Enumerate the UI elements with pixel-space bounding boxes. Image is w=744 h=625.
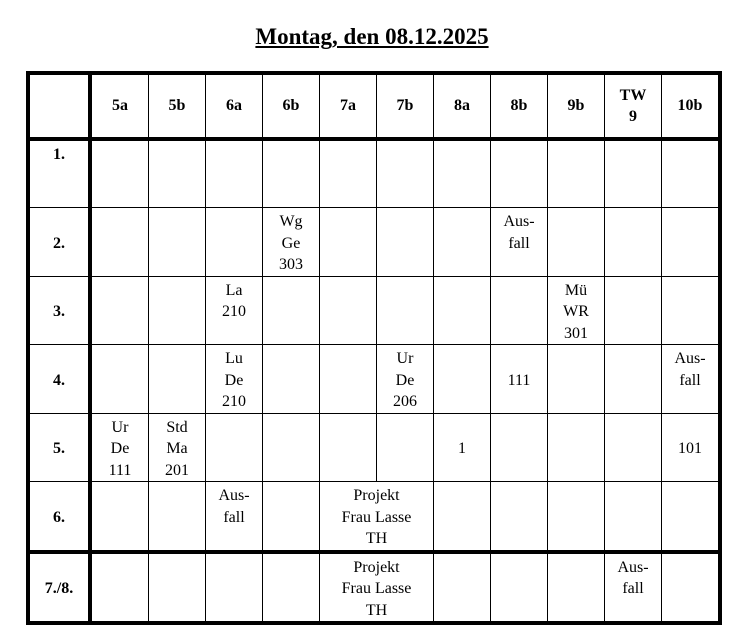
schedule-cell: Mü WR 301 — [548, 276, 605, 345]
schedule-cell — [90, 552, 149, 624]
schedule-cell — [263, 345, 320, 414]
period-row — [28, 482, 720, 552]
schedule-cell — [320, 345, 377, 414]
schedule-cell — [90, 482, 149, 552]
class-header: 6a — [206, 73, 263, 139]
schedule-cell: 1 — [434, 413, 491, 482]
schedule-cell: Lu De 210 — [206, 345, 263, 414]
period-label: 1. — [28, 139, 90, 208]
schedule-cell — [548, 139, 605, 208]
schedule-cell — [206, 413, 263, 482]
schedule-cell — [320, 413, 377, 482]
schedule-cell — [548, 552, 605, 624]
period-label: 4. — [28, 345, 90, 414]
class-header: 9b — [548, 73, 605, 139]
schedule-cell — [149, 345, 206, 414]
schedule-cell — [263, 552, 320, 624]
schedule-cell — [206, 208, 263, 277]
schedule-cell: Ur De 111 — [90, 413, 149, 482]
class-header: 7b — [377, 73, 434, 139]
schedule-cell — [263, 413, 320, 482]
schedule-cell — [263, 139, 320, 208]
schedule-cell — [149, 208, 206, 277]
schedule-cell — [662, 139, 721, 208]
class-header: 5a — [90, 73, 149, 139]
substitution-plan-table — [26, 71, 722, 625]
corner-cell — [28, 73, 90, 139]
schedule-cell — [605, 482, 662, 552]
schedule-cell — [263, 276, 320, 345]
schedule-cell — [206, 552, 263, 624]
class-header: 10b — [662, 73, 721, 139]
schedule-cell — [662, 482, 721, 552]
schedule-cell — [662, 552, 721, 624]
class-header: 5b — [149, 73, 206, 139]
schedule-cell: Projekt Frau Lasse TH — [320, 482, 434, 552]
period-row — [28, 276, 720, 345]
schedule-cell — [90, 276, 149, 345]
schedule-cell: 111 — [491, 345, 548, 414]
class-header: 8b — [491, 73, 548, 139]
schedule-cell — [263, 482, 320, 552]
schedule-cell — [434, 208, 491, 277]
schedule-cell — [149, 552, 206, 624]
schedule-cell — [662, 208, 721, 277]
schedule-cell — [491, 139, 548, 208]
schedule-cell — [377, 139, 434, 208]
class-header: TW 9 — [605, 73, 662, 139]
schedule-cell — [149, 139, 206, 208]
schedule-cell — [377, 413, 434, 482]
schedule-cell — [491, 413, 548, 482]
schedule-cell — [320, 276, 377, 345]
schedule-cell — [206, 139, 263, 208]
schedule-cell — [548, 482, 605, 552]
period-label: 7./8. — [28, 552, 90, 624]
header-row — [28, 73, 720, 139]
schedule-cell — [320, 139, 377, 208]
class-header: 8a — [434, 73, 491, 139]
class-header: 6b — [263, 73, 320, 139]
period-label: 3. — [28, 276, 90, 345]
period-label: 2. — [28, 208, 90, 277]
schedule-cell — [434, 139, 491, 208]
schedule-cell — [605, 276, 662, 345]
schedule-cell — [90, 208, 149, 277]
schedule-cell: Aus- fall — [605, 552, 662, 624]
schedule-cell — [149, 482, 206, 552]
period-row — [28, 208, 720, 277]
schedule-cell: Wg Ge 303 — [263, 208, 320, 277]
schedule-cell — [548, 413, 605, 482]
schedule-cell: Std Ma 201 — [149, 413, 206, 482]
schedule-cell: Aus- fall — [491, 208, 548, 277]
period-row — [28, 345, 720, 414]
schedule-cell — [90, 345, 149, 414]
schedule-cell — [548, 208, 605, 277]
schedule-cell — [548, 345, 605, 414]
schedule-cell: Aus- fall — [206, 482, 263, 552]
class-header: 7a — [320, 73, 377, 139]
schedule-cell — [149, 276, 206, 345]
schedule-cell — [434, 552, 491, 624]
period-row — [28, 552, 720, 624]
schedule-cell — [377, 276, 434, 345]
schedule-cell: Aus- fall — [662, 345, 721, 414]
schedule-cell — [90, 139, 149, 208]
schedule-cell — [377, 208, 434, 277]
period-row — [28, 413, 720, 482]
schedule-cell: La 210 — [206, 276, 263, 345]
schedule-cell — [491, 552, 548, 624]
schedule-cell: 101 — [662, 413, 721, 482]
schedule-cell — [605, 139, 662, 208]
schedule-cell — [662, 276, 721, 345]
period-label: 5. — [28, 413, 90, 482]
schedule-cell — [605, 413, 662, 482]
schedule-cell — [491, 482, 548, 552]
schedule-cell — [605, 208, 662, 277]
period-row — [28, 139, 720, 208]
schedule-cell: Projekt Frau Lasse TH — [320, 552, 434, 624]
schedule-cell — [434, 345, 491, 414]
schedule-cell — [320, 208, 377, 277]
schedule-cell: Ur De 206 — [377, 345, 434, 414]
schedule-cell — [605, 345, 662, 414]
page-title: Montag, den 08.12.2025 — [255, 24, 489, 49]
schedule-cell — [491, 276, 548, 345]
schedule-cell — [434, 276, 491, 345]
schedule-cell — [434, 482, 491, 552]
period-label: 6. — [28, 482, 90, 552]
